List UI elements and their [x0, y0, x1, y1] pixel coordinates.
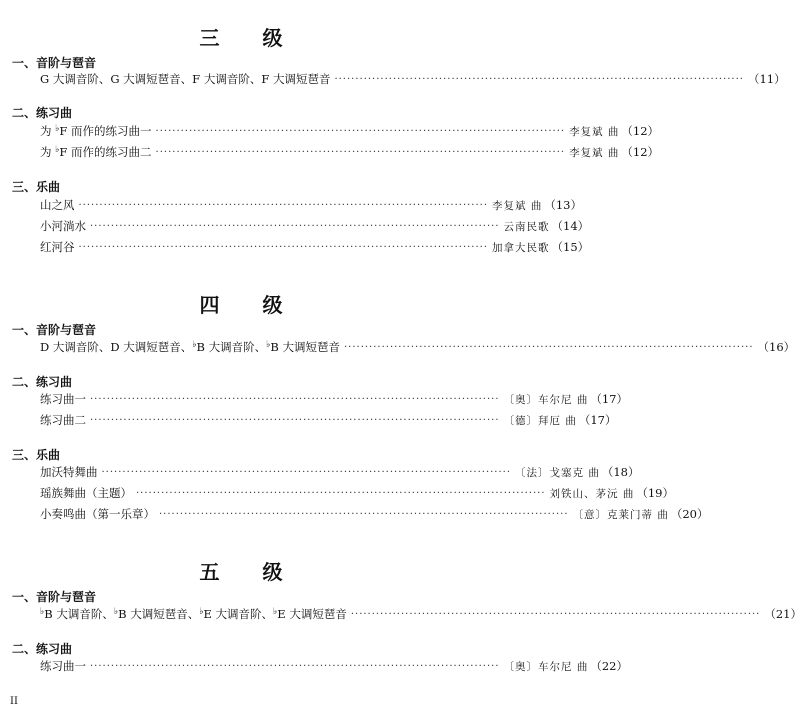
leader-dots: ··································································································: [90, 660, 500, 672]
entry-page: （12）: [621, 145, 660, 159]
entry-composer: 加拿大民歌: [492, 241, 550, 254]
toc-entry[interactable]: [40, 143, 660, 161]
entry-composer: 〔奥〕车尔尼 曲: [503, 393, 589, 406]
section-title: 一、音阶与琶音: [12, 323, 97, 337]
toc-entry[interactable]: [40, 338, 796, 356]
toc-entry[interactable]: [40, 70, 786, 88]
toc-entry[interactable]: [40, 484, 674, 502]
entry-composer: 李复斌 曲: [569, 125, 620, 138]
flat-sign: ♭: [113, 607, 119, 617]
toc-entry[interactable]: [40, 238, 590, 256]
entry-composer: 〔德〕拜厄 曲: [503, 414, 577, 427]
entry-page: （11）: [747, 72, 786, 86]
entry-page: （21）: [764, 607, 802, 621]
entry-page: （22）: [590, 659, 628, 673]
leader-dots: ··································································································: [90, 220, 500, 232]
leader-dots: ··································································································: [78, 241, 489, 253]
toc-entry[interactable]: [40, 411, 617, 429]
entry-composer: 李复斌 曲: [492, 199, 543, 212]
flat-sign: ♭: [273, 607, 278, 617]
leader-dots: ··································································································: [350, 608, 761, 620]
toc-entry[interactable]: [40, 505, 709, 523]
entry-page: （18）: [601, 465, 640, 479]
entry-page: （12）: [621, 124, 660, 138]
entry-title: 练习曲一: [40, 392, 86, 406]
entry-page: （16）: [757, 340, 796, 354]
entry-composer: 〔奥〕车尔尼 曲: [503, 660, 589, 673]
section-title: 二、练习曲: [12, 375, 73, 389]
entry-page: （19）: [636, 486, 674, 500]
entry-title: 小河淌水: [40, 219, 86, 233]
leader-dots: ··································································································: [155, 146, 566, 158]
leader-dots: ··································································································: [136, 487, 546, 499]
flat-sign: ♭: [266, 340, 271, 350]
flat-sign: ♭: [55, 124, 60, 134]
flat-sign: ♭: [199, 607, 204, 617]
section-title: 二、练习曲: [12, 642, 73, 656]
page-number: II: [10, 696, 18, 707]
leader-dots: ··································································································: [101, 466, 512, 478]
section-title: 一、音阶与琶音: [12, 56, 97, 70]
entry-title: 为 ♭F 而作的练习曲二: [40, 145, 152, 159]
entry-title: D 大调音阶、D 大调短琶音、♭B 大调音阶、♭B 大调短琶音: [40, 340, 340, 354]
section-title: 一、音阶与琶音: [12, 590, 97, 604]
level-5-title: 五 级: [199, 560, 301, 584]
leader-dots: ··································································································: [334, 73, 744, 85]
leader-dots: ··································································································: [78, 199, 489, 211]
toc-entry[interactable]: [40, 217, 590, 235]
toc-entry[interactable]: [40, 657, 628, 675]
entry-composer: 云南民歌: [503, 220, 550, 233]
entry-title: 练习曲二: [40, 413, 86, 427]
entry-title: 练习曲一: [40, 659, 86, 673]
entry-title: G 大调音阶、G 大调短琶音、F 大调音阶、F 大调短琶音: [40, 72, 331, 86]
entry-page: （17）: [590, 392, 628, 406]
entry-page: （14）: [551, 219, 590, 233]
entry-page: （20）: [670, 507, 709, 521]
toc-entry[interactable]: [40, 196, 582, 214]
flat-sign: ♭: [55, 145, 60, 155]
entry-composer: 〔法〕戈塞克 曲: [515, 466, 600, 479]
entry-title: 山之风: [40, 198, 75, 212]
entry-title: 瑶族舞曲（主题）: [40, 486, 132, 500]
entry-title: ♭B 大调音阶、♭B 大调短琶音、♭E 大调音阶、♭E 大调短琶音: [40, 607, 347, 621]
section-title: 三、乐曲: [12, 448, 61, 462]
flat-sign: ♭: [40, 607, 45, 617]
leader-dots: ··································································································: [155, 125, 566, 137]
section-title: 二、练习曲: [12, 106, 73, 120]
entry-title: 红河谷: [40, 240, 75, 254]
flat-sign: ♭: [192, 340, 197, 350]
toc-entry[interactable]: [40, 390, 628, 408]
entry-title: 加沃特舞曲: [40, 465, 98, 479]
level-4-title: 四 级: [199, 293, 301, 317]
entry-page: （13）: [544, 198, 582, 212]
entry-title: 小奏鸣曲（第一乐章）: [40, 507, 155, 521]
toc-entry[interactable]: [40, 463, 640, 481]
level-3-title: 三 级: [199, 26, 301, 50]
entry-page: （15）: [551, 240, 590, 254]
entry-composer: 〔意〕克莱门蒂 曲: [572, 508, 669, 521]
leader-dots: ··································································································: [159, 508, 569, 520]
section-title: 三、乐曲: [12, 180, 61, 194]
toc-entry[interactable]: [40, 605, 802, 623]
leader-dots: ··································································································: [90, 393, 500, 405]
entry-title: 为 ♭F 而作的练习曲一: [40, 124, 152, 138]
entry-page: （17）: [578, 413, 617, 427]
entry-composer: 李复斌 曲: [569, 146, 620, 159]
leader-dots: ··································································································: [90, 414, 500, 426]
toc-entry[interactable]: [40, 122, 660, 140]
leader-dots: ··································································································: [343, 341, 754, 353]
entry-composer: 刘铁山、茅沅 曲: [549, 487, 635, 500]
